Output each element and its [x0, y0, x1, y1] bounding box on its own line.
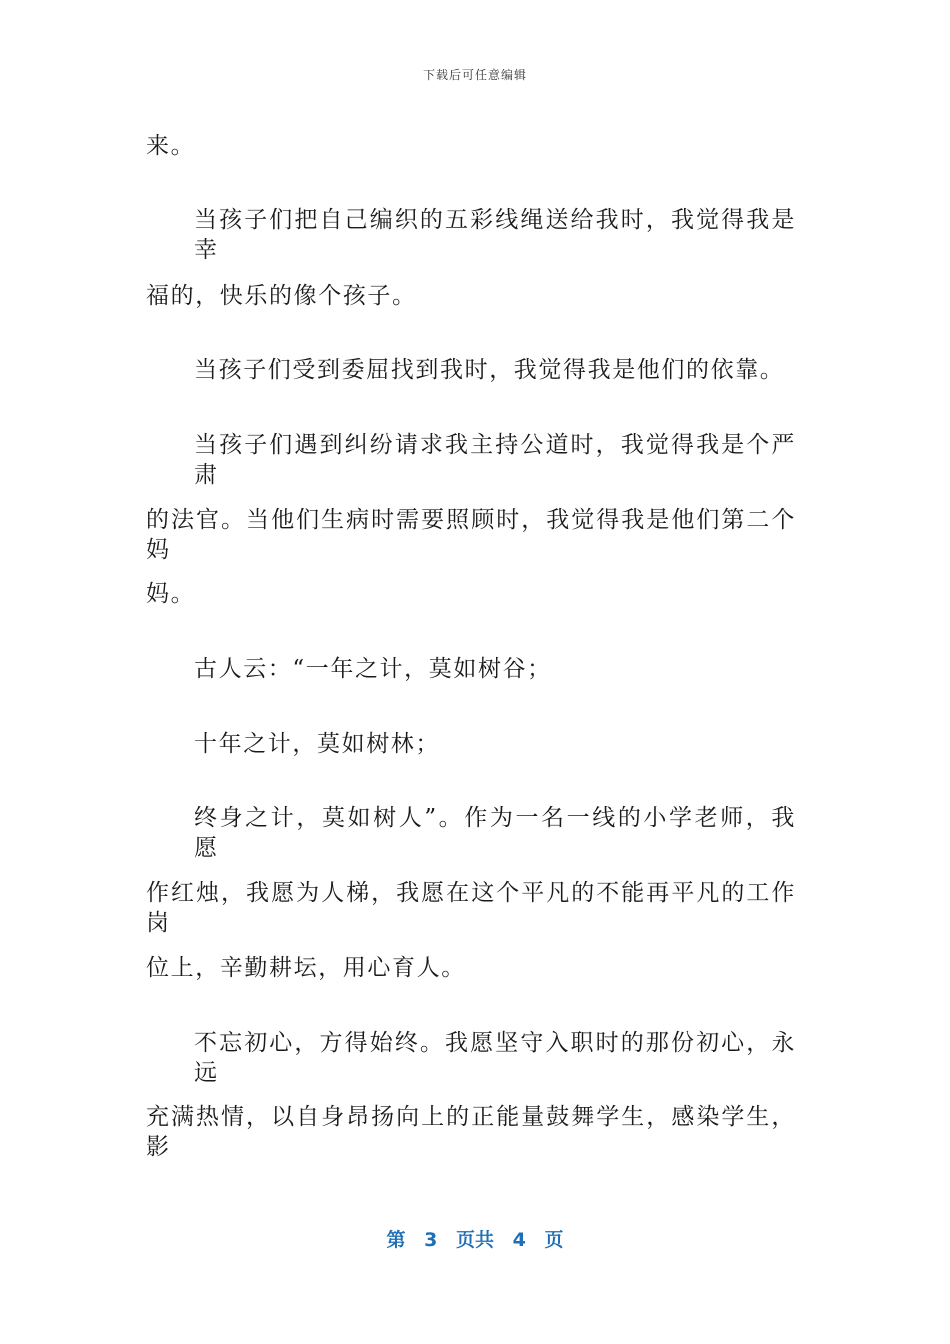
page-label-suffix: 页 [544, 1229, 564, 1251]
page-label-mid: 页共 [455, 1229, 494, 1251]
text-line: 当孩子们把自己编织的五彩线绳送给我时，我觉得我是幸 [194, 207, 796, 263]
text-line: 古人云：“一年之计，莫如树谷； [194, 656, 552, 682]
text-line: 妈。 [146, 581, 196, 607]
total-pages-number: 4 [512, 1229, 526, 1251]
text-line: 位上，辛勤耕坛，用心育人。 [146, 955, 466, 981]
text-line: 不忘初心，方得始终。我愿坚守入职时的那份初心，永远 [194, 1030, 796, 1086]
text-line: 的法官。当他们生病时需要照顾时，我觉得我是他们第二个妈 [146, 507, 796, 563]
text-line: 福的，快乐的像个孩子。 [146, 283, 417, 309]
page-footer [0, 1225, 950, 1252]
page-label-prefix: 第 [386, 1229, 406, 1251]
header-note: 下载后可任意编辑 [422, 68, 527, 82]
text-line: 十年之计，莫如树林； [194, 731, 440, 757]
text-line: 作红烛，我愿为人梯，我愿在这个平凡的不能再平凡的工作岗 [146, 880, 796, 936]
text-line: 终身之计，莫如树人”。作为一名一线的小学老师，我愿 [194, 805, 796, 861]
text-line: 当孩子们受到委屈找到我时，我觉得我是他们的依靠。 [194, 357, 785, 383]
text-line: 充满热情，以自身昂扬向上的正能量鼓舞学生，感染学生，影 [146, 1104, 796, 1160]
current-page-number: 3 [424, 1229, 438, 1251]
text-line: 来。 [146, 133, 196, 159]
text-line: 当孩子们遇到纠纷请求我主持公道时，我觉得我是个严肃 [194, 432, 796, 488]
